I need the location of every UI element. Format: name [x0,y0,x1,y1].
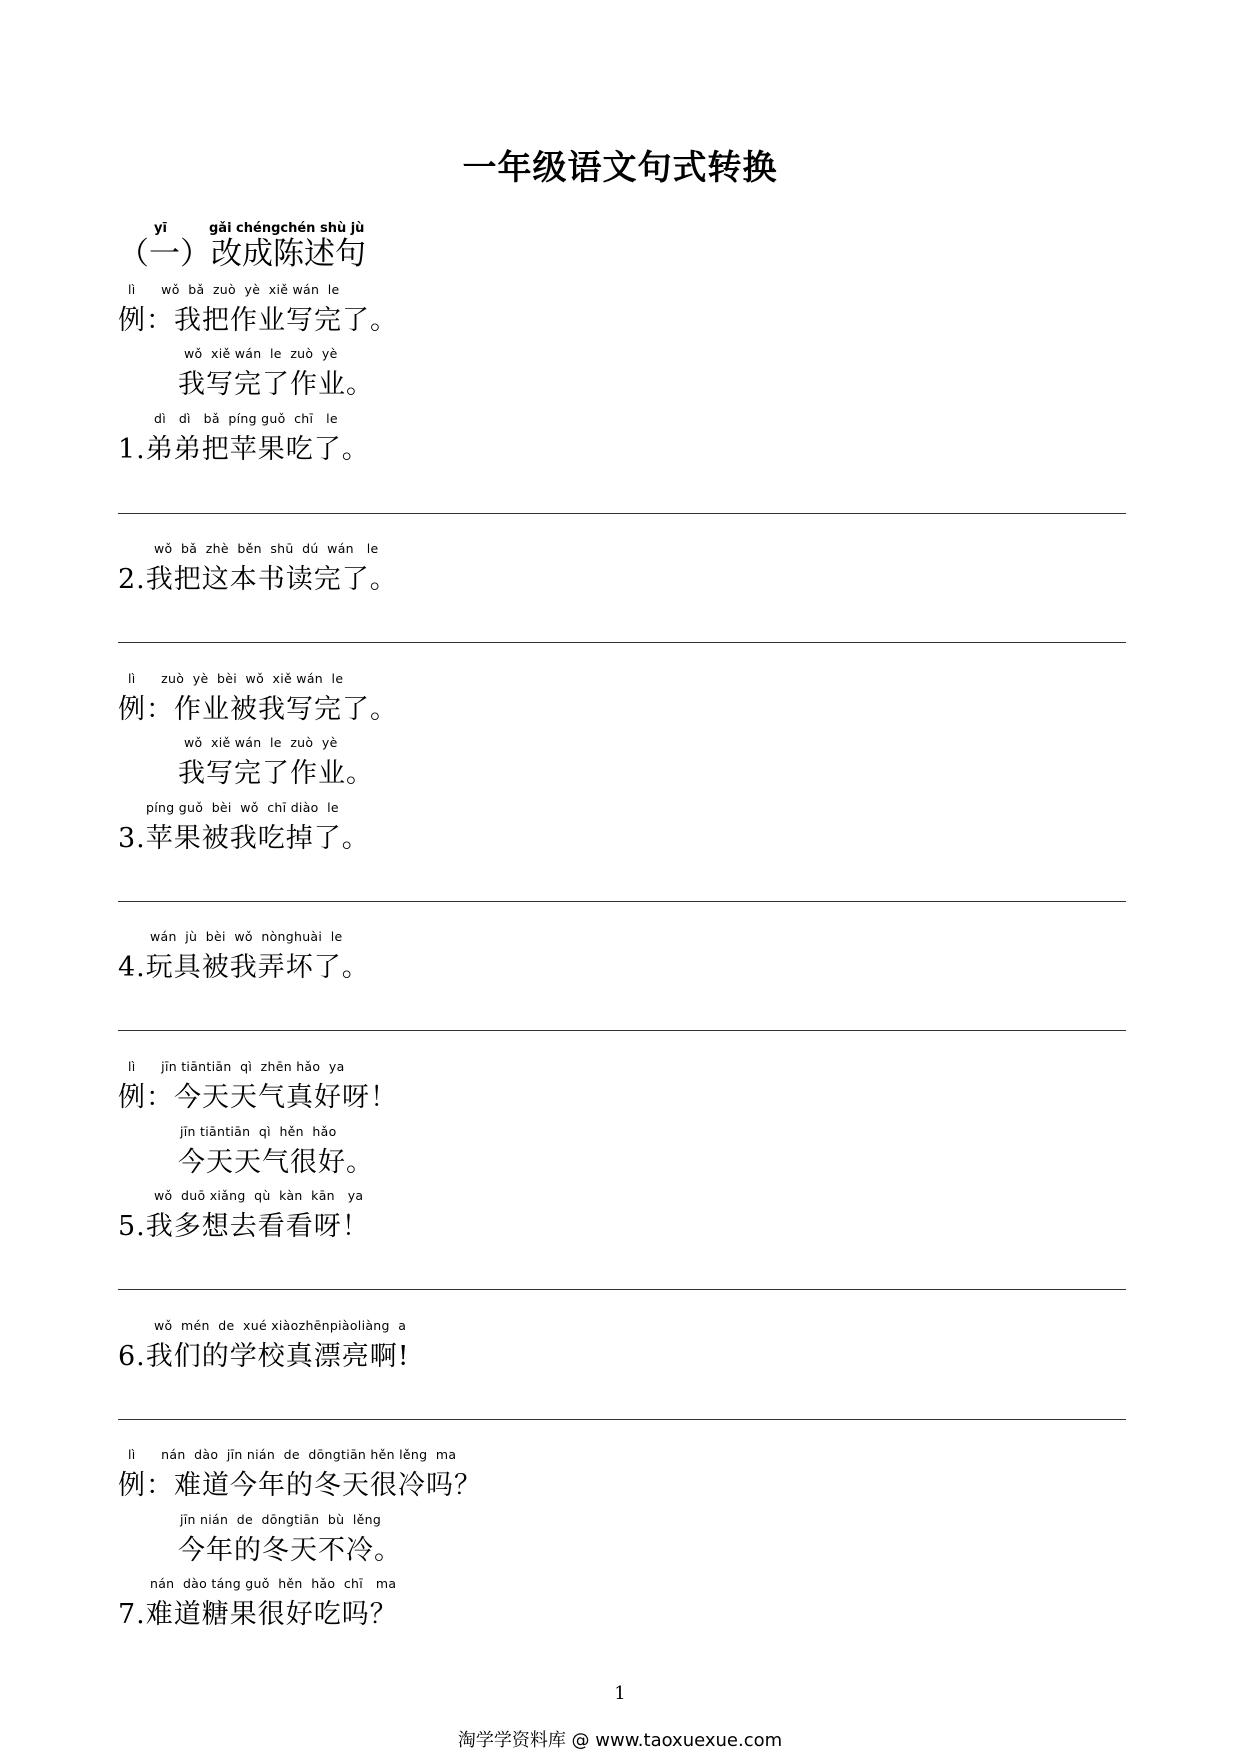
pinyin-line: jīn nián de dōngtiān bù lěng [180,1512,382,1527]
pinyin-line: lì nán dào jīn nián de dōngtiān hěn lěng ma [128,1447,457,1462]
pinyin-line: wǒ duō xiǎng qù kàn kān ya [154,1188,364,1203]
answer-line-4[interactable] [118,1030,1126,1031]
pinyin-line: dì dì bǎ píng guǒ chī le [154,411,338,426]
example-answer: 我写完了作业。 [178,758,374,789]
answer-line-1[interactable] [118,513,1126,514]
section-pinyin-yi: yī [154,221,167,236]
question-7: 7.难道糖果很好吃吗？ [118,1599,398,1630]
pinyin-line: píng guǒ bèi wǒ chī diào le [146,800,339,815]
pinyin-line: wǒ xiě wán le zuò yè [184,346,338,361]
question-2: 2.我把这本书读完了。 [118,564,398,595]
pinyin-line: wǒ mén de xué xiàozhēnpiàoliàng a [154,1318,407,1333]
answer-line-5[interactable] [118,1289,1126,1290]
page-number: 1 [614,1683,626,1704]
example-sentence: 例：我把作业写完了。 [118,305,398,336]
pinyin-line: jīn tiāntiān qì hěn hǎo [180,1124,337,1139]
example-answer: 我写完了作业。 [178,369,374,400]
pinyin-line: lì wǒ bǎ zuò yè xiě wán le [128,282,340,297]
example-sentence: 例：作业被我写完了。 [118,694,398,725]
page-title: 一年级语文句式转换 [462,148,778,188]
pinyin-line: lì jīn tiāntiān qì zhēn hǎo ya [128,1059,345,1074]
question-6: 6.我们的学校真漂亮啊! [118,1341,410,1372]
footer-watermark: 淘学学资料库 @ www.taoxuexue.com [457,1730,783,1751]
section-title: （一）改成陈述句 [118,236,366,272]
example-answer: 今天天气很好。 [178,1147,374,1178]
answer-line-3[interactable] [118,901,1126,902]
answer-line-2[interactable] [118,642,1126,643]
question-1: 1.弟弟把苹果吃了。 [118,434,370,465]
pinyin-line: nán dào táng guǒ hěn hǎo chī ma [150,1576,397,1591]
example-sentence: 例：难道今年的冬天很冷吗？ [118,1470,482,1501]
pinyin-line: wǒ bǎ zhè běn shū dú wán le [154,541,379,556]
question-3: 3.苹果被我吃掉了。 [118,823,370,854]
example-answer: 今年的冬天不冷。 [178,1535,402,1566]
question-5: 5.我多想去看看呀！ [118,1211,370,1242]
section-pinyin: gǎi chéngchén shù jù [209,221,365,236]
answer-line-6[interactable] [118,1419,1126,1420]
question-4: 4.玩具被我弄坏了。 [118,952,370,983]
pinyin-line: wǒ xiě wán le zuò yè [184,735,338,750]
pinyin-line: lì zuò yè bèi wǒ xiě wán le [128,671,344,686]
pinyin-line: wán jù bèi wǒ nònghuài le [150,929,343,944]
example-sentence: 例：今天天气真好呀！ [118,1082,398,1113]
